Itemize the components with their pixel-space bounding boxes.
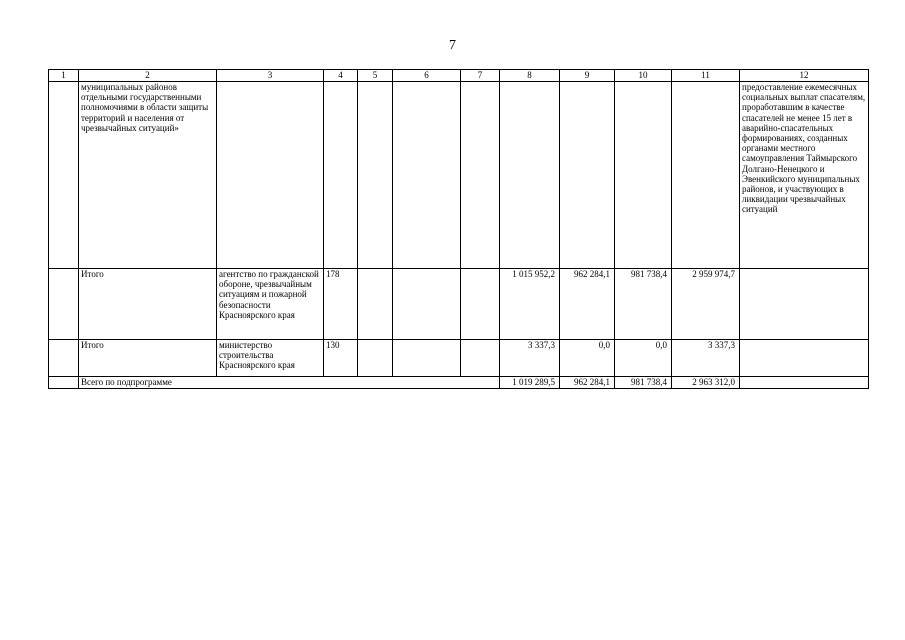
grand-total-year1: 1 019 289,5 (500, 377, 560, 389)
row-value-total: 2 959 974,7 (672, 269, 740, 340)
grand-total-sum: 2 963 312,0 (672, 377, 740, 389)
grand-total-label: Всего по подпрограмме (79, 377, 500, 389)
col-header-2: 2 (79, 70, 217, 82)
budget-table (48, 69, 869, 389)
col-header-10: 10 (615, 70, 672, 82)
col-header-9: 9 (560, 70, 615, 82)
col-header-11: 11 (672, 70, 740, 82)
row-value-year1: 1 015 952,2 (500, 269, 560, 340)
row-code: 130 (324, 340, 358, 377)
continuation-task-text: муниципальных районов отдельными государственными полномочиями в области защиты территорий и населения от чрезвычайных ситуаций» (79, 82, 217, 269)
page-number: 7 (449, 38, 456, 53)
grand-total-row (49, 377, 869, 389)
row-code: 178 (324, 269, 358, 340)
table-row-continuation (49, 82, 869, 269)
continuation-result-text: предоставление ежемесячных социальных выплат спасателям, проработавшим в качестве спасателей не менее 15 лет в аварийно-спасательных формированиях, созданных органами местного самоуправления Таймырского Долгано-Ненецкого и Эвенкийского муниципальных районов, и участвующих в ликвидации чрезвычайных ситуаций (740, 82, 869, 269)
row-value-year3: 0,0 (615, 340, 672, 377)
grand-total-year3: 981 738,4 (615, 377, 672, 389)
grand-total-year2: 962 284,1 (560, 377, 615, 389)
col-header-5: 5 (358, 70, 393, 82)
row-value-year3: 981 738,4 (615, 269, 672, 340)
row-value-year2: 0,0 (560, 340, 615, 377)
col-header-12: 12 (740, 70, 869, 82)
row-value-year2: 962 284,1 (560, 269, 615, 340)
col-header-8: 8 (500, 70, 560, 82)
row-label: Итого (79, 340, 217, 377)
col-header-4: 4 (324, 70, 358, 82)
row-label: Итого (79, 269, 217, 340)
row-value-year1: 3 337,3 (500, 340, 560, 377)
row-agency: агентство по гражданской обороне, чрезвычайным ситуациям и пожарной безопасности Красноярского края (217, 269, 324, 340)
table-row (49, 269, 869, 340)
col-header-6: 6 (393, 70, 461, 82)
col-header-3: 3 (217, 70, 324, 82)
table-row (49, 340, 869, 377)
col-header-1: 1 (49, 70, 79, 82)
row-value-total: 3 337,3 (672, 340, 740, 377)
col-header-7: 7 (461, 70, 500, 82)
header-row (49, 70, 869, 82)
row-agency: министерство строительства Красноярского края (217, 340, 324, 377)
